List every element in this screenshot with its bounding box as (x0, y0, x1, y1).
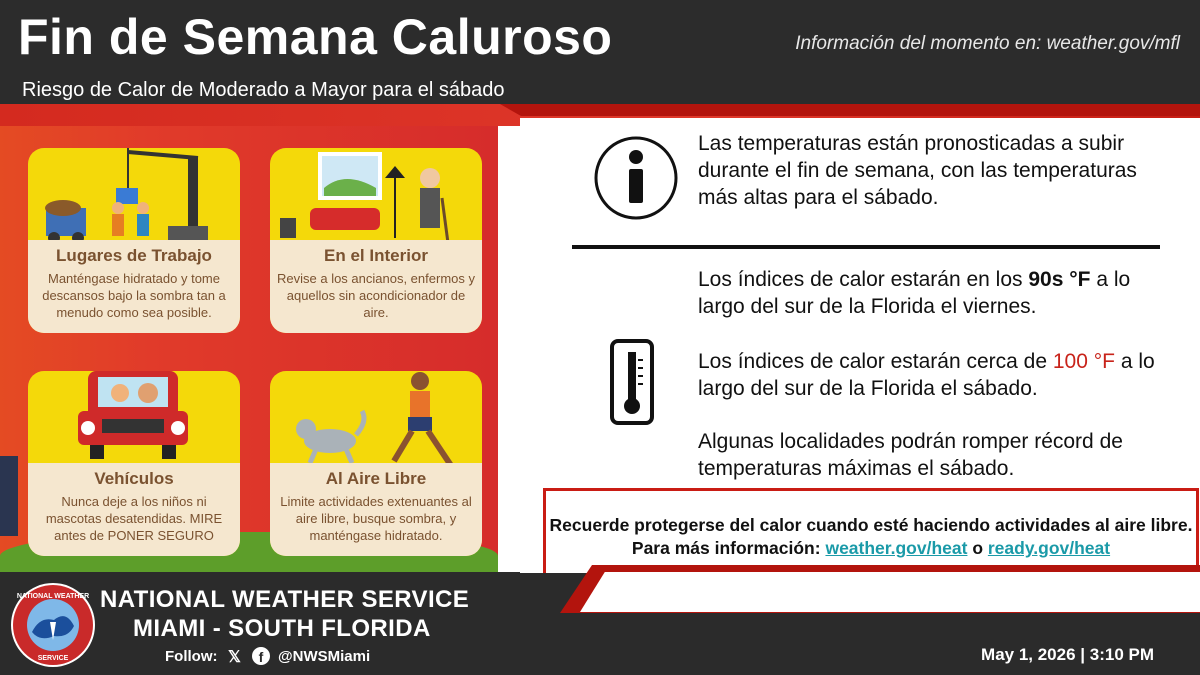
page-title: Fin de Semana Caluroso (18, 9, 613, 65)
card-description: Manténgase hidratado y tome descansos bajo la sombra tan a menudo como sea posible. (42, 271, 226, 320)
callout-joiner: o (967, 538, 988, 558)
card-title: Vehículos (94, 469, 174, 488)
safety-callout (543, 488, 1199, 578)
card-description: Nunca deje a los niños ni mascotas desatendidas. MIRE antes de PONER SEGURO (45, 494, 223, 543)
x-twitter-icon[interactable]: 𝕏 (228, 649, 241, 666)
panel-divider (498, 126, 522, 572)
page-subtitle: Riesgo de Calor de Moderado a Mayor para el sábado (22, 79, 505, 101)
logo-text-bottom: SERVICE (37, 655, 69, 662)
card-title: En el Interior (324, 246, 428, 265)
card-title: Al Aire Libre (325, 469, 427, 488)
record-highs-note: Algunas localidades podrán romper récord de temperaturas máximas el sábado. (698, 430, 1123, 480)
heat-value-red: 100 °F (1052, 350, 1115, 373)
card-workplace (28, 148, 240, 333)
header (0, 0, 1200, 112)
card-description: Revise a los ancianos, enfermos y aquellos sin acondicionador de aire. (277, 271, 475, 320)
org-name-line2: MIAMI - SOUTH FLORIDA (133, 615, 431, 642)
heat-text: Los índices de calor estarán en los (698, 268, 1029, 291)
nws-logo (10, 582, 96, 668)
logo-text-top: NATIONAL WEATHER (16, 593, 90, 600)
weather-gov-heat-link[interactable]: weather.gov/heat (825, 538, 968, 558)
heat-index-friday (698, 266, 1173, 320)
info-paragraph: Las temperaturas están pronosticadas a subir durante el fin de semana, con las temperaturas más altas para el sábado. (698, 132, 1137, 209)
callout-text: Recuerde protegerse del calor cuando esté haciendo actividades al aire libre. Para más información: (549, 515, 1193, 558)
ready-gov-heat-link[interactable]: ready.gov/heat (987, 538, 1111, 558)
building-icon (0, 456, 18, 536)
card-title: Lugares de Trabajo (56, 246, 212, 265)
card-outdoors-text (270, 463, 482, 556)
issue-datetime: May 1, 2026 | 3:10 PM (981, 645, 1154, 664)
facebook-icon[interactable]: f (252, 647, 270, 665)
info-source-text: Información del momento en: weather.gov/mfl (795, 33, 1180, 54)
social-handle[interactable]: @NWSMiami (278, 648, 371, 665)
heat-text: a lo largo del sur de la Florida el sábado. (698, 350, 1155, 400)
card-indoors-text (270, 240, 482, 333)
follow-label: Follow: (165, 648, 218, 665)
heat-text: Los índices de calor estarán cerca de (698, 350, 1053, 373)
safety-infographic (0, 126, 498, 572)
heat-value-bold: 90s °F (1028, 268, 1091, 291)
card-vehicles (28, 371, 240, 556)
section-divider (572, 245, 1160, 249)
card-vehicles-text (28, 463, 240, 556)
card-workplace-text (28, 240, 240, 333)
heat-index-saturday (698, 348, 1173, 402)
card-description: Limite actividades extenuantes al aire libre, busque sombra, y manténgase hidratado. (280, 494, 472, 543)
info-icon (593, 135, 679, 221)
footer-white-band (580, 572, 1200, 612)
header-red-band-dark (500, 104, 1200, 116)
thermometer-icon (609, 338, 655, 426)
card-indoors (270, 148, 482, 333)
card-outdoors (270, 371, 482, 556)
org-name-line1: NATIONAL WEATHER SERVICE (100, 586, 470, 613)
heat-text: a lo largo del sur de la Florida el viernes. (698, 268, 1131, 318)
